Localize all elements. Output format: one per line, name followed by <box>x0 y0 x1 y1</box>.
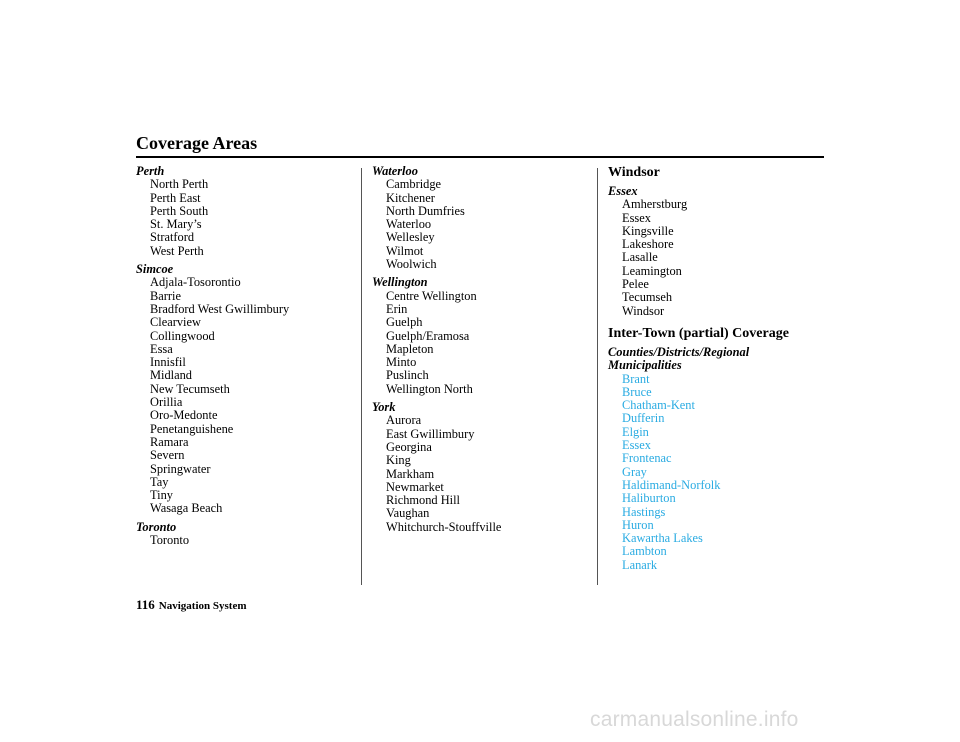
municipality-link[interactable]: Brant <box>622 371 650 386</box>
area-item: Newmarket <box>386 479 444 494</box>
area-item: Amherstburg <box>622 197 688 212</box>
area-item: Erin <box>386 301 408 316</box>
footer-label: Navigation System <box>158 600 247 612</box>
area-item: Tay <box>150 474 169 489</box>
area-item: Aurora <box>386 413 422 428</box>
area-item: Innisfil <box>150 355 186 370</box>
area-item: Ramara <box>150 434 189 449</box>
municipality-link[interactable]: Haldimand-Norfolk <box>622 477 721 492</box>
area-item: Markham <box>386 466 435 481</box>
area-item: Severn <box>150 448 185 463</box>
municipality-link[interactable]: Dufferin <box>622 411 665 426</box>
area-item: Whitchurch-Stouffville <box>386 519 502 534</box>
area-item: Georgina <box>386 439 432 454</box>
area-item: Richmond Hill <box>386 493 460 508</box>
column-divider <box>361 168 362 585</box>
column-divider <box>597 168 598 585</box>
inter-town-subtitle-line1: Counties/Districts/Regional <box>608 344 750 359</box>
region-group <box>372 165 587 271</box>
municipality-link[interactable]: Haliburton <box>622 491 676 506</box>
group-heading: Wellington <box>372 275 428 290</box>
area-item: Centre Wellington <box>386 288 477 303</box>
area-item: Mapleton <box>386 341 434 356</box>
group-heading: Toronto <box>136 519 177 534</box>
area-item: Vaughan <box>386 506 430 521</box>
group-heading: Essex <box>608 184 638 198</box>
area-item: Kingsville <box>622 223 674 238</box>
area-item: Bradford West Gwillimbury <box>150 301 290 316</box>
region-group <box>372 276 587 396</box>
area-item: Adjala-Tosorontio <box>150 275 241 290</box>
municipality-link[interactable]: Frontenac <box>622 451 672 466</box>
page-title: Coverage Areas <box>136 133 258 153</box>
group-items <box>372 414 587 534</box>
essex-group <box>608 185 823 318</box>
area-item: Stratford <box>150 230 195 245</box>
windsor-title: Windsor <box>608 165 660 180</box>
column-3 <box>608 165 823 572</box>
area-item: Leamington <box>622 263 682 278</box>
page-number: 116 <box>136 597 155 612</box>
municipality-link[interactable]: Elgin <box>622 424 649 439</box>
page-footer <box>136 598 247 613</box>
inter-town-title: Inter-Town (partial) Coverage <box>608 325 789 341</box>
area-item: Collingwood <box>150 328 215 343</box>
area-item: Kitchener <box>386 190 435 205</box>
area-item: Essex <box>622 210 651 225</box>
municipality-link[interactable]: Hastings <box>622 504 666 519</box>
area-item: Wilmot <box>386 243 424 258</box>
region-group <box>136 165 351 258</box>
area-item: North Dumfries <box>386 203 465 218</box>
area-item: Springwater <box>150 461 211 476</box>
area-item: Clearview <box>150 315 201 330</box>
area-item: East Gwillimbury <box>386 426 475 441</box>
group-heading: Waterloo <box>372 164 418 178</box>
municipality-link[interactable]: Lanark <box>622 557 658 572</box>
region-group <box>136 263 351 516</box>
area-item: Wasaga Beach <box>150 501 223 516</box>
column-1 <box>136 165 351 552</box>
area-item: Woolwich <box>386 257 437 272</box>
area-item: Guelph/Eramosa <box>386 328 470 343</box>
group-items <box>372 290 587 396</box>
area-item: King <box>386 453 411 468</box>
area-item: Midland <box>150 368 192 383</box>
area-item: Wellesley <box>386 230 435 245</box>
area-item: Guelph <box>386 315 423 330</box>
area-item: Oro-Medonte <box>150 408 218 423</box>
municipality-link[interactable]: Chatham-Kent <box>622 398 695 413</box>
title-divider <box>136 156 824 158</box>
area-item: Wellington North <box>386 381 473 396</box>
group-items <box>136 276 351 515</box>
area-item: Essa <box>150 341 173 356</box>
area-item: Tecumseh <box>622 290 673 305</box>
municipality-links <box>608 373 823 572</box>
municipality-link[interactable]: Gray <box>622 464 647 479</box>
group-items <box>372 178 587 271</box>
area-item: Perth South <box>150 203 209 218</box>
area-item: St. Mary’s <box>150 217 202 232</box>
municipality-link[interactable]: Kawartha Lakes <box>622 531 703 546</box>
group-items <box>136 534 351 547</box>
area-item: Lasalle <box>622 250 658 265</box>
area-item: Waterloo <box>386 217 432 232</box>
area-item: Penetanguishene <box>150 421 234 436</box>
area-item: Pelee <box>622 277 649 292</box>
group-heading: Simcoe <box>136 262 174 277</box>
area-item: Windsor <box>622 303 665 318</box>
area-item: West Perth <box>150 243 204 258</box>
area-item: Barrie <box>150 288 181 303</box>
area-item: Tiny <box>150 488 173 503</box>
municipality-link[interactable]: Huron <box>622 517 654 532</box>
area-item: New Tecumseth <box>150 381 230 396</box>
area-item: Puslinch <box>386 368 429 383</box>
windsor-section <box>608 165 823 318</box>
region-group <box>136 521 351 548</box>
municipality-link[interactable]: Lambton <box>622 544 667 559</box>
group-heading: Perth <box>136 164 165 178</box>
group-items <box>136 178 351 258</box>
area-item: Lakeshore <box>622 237 674 252</box>
watermark: carmanualsonline.info <box>590 708 799 731</box>
area-item: Toronto <box>150 533 190 548</box>
group-heading: York <box>372 400 396 415</box>
area-item: Minto <box>386 355 417 370</box>
inter-town-subtitle-line2: Municipalities <box>608 358 682 373</box>
column-2 <box>372 165 587 539</box>
area-item: Perth East <box>150 190 201 205</box>
area-item: Orillia <box>150 395 183 410</box>
region-group <box>372 401 587 534</box>
inter-town-section <box>608 326 823 572</box>
group-items <box>608 198 823 318</box>
area-item: Cambridge <box>386 177 442 192</box>
municipality-link[interactable]: Essex <box>622 438 651 453</box>
area-item: North Perth <box>150 177 209 192</box>
municipality-link[interactable]: Bruce <box>622 384 652 399</box>
